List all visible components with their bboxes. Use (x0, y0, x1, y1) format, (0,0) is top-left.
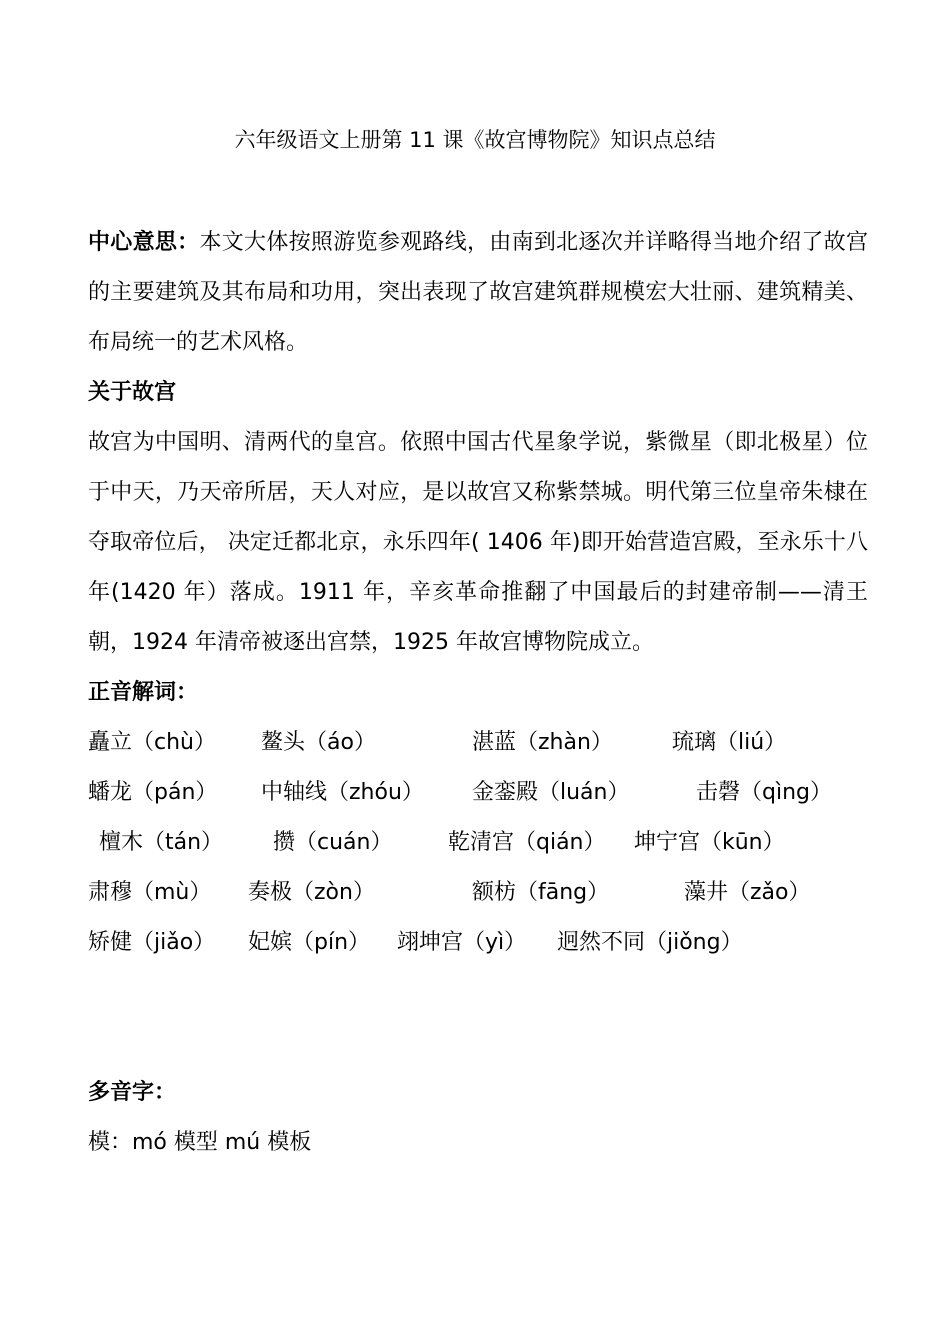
vocab-item: 坤宁宫（kūn） (634, 830, 785, 855)
main-idea-label: 中心意思： (88, 230, 200, 255)
vocab-item: 琉璃（liú） (672, 730, 787, 755)
vocab-item: 中轴线（zhóu） (261, 780, 424, 805)
about-paragraph: 故宫为中国明、清两代的皇宫。依照中国古代星象学说，紫微星（即北极星）位于中天，乃天帝所居，天人对应，是以故宫又称紫禁城。明代第三位皇帝朱棣在夺取帝位后， 决定迁都北京，永乐四年( 1406 年)即开始营造宫殿，至永乐十八年(1420 年）落成。1911 年，辛亥革命推翻了中国最后的封建帝制——清王朝，1924 年清帝被逐出宫禁，1925 年故宫博物院成立。 (88, 430, 868, 655)
main-idea-text: 本文大体按照游览参观路线，由南到北逐次并详略得当地介绍了故宫的主要建筑及其布局和功用，突出表现了故宫建筑群规模宏大壮丽、建筑精美、布局统一的艺术风格。 (88, 230, 868, 355)
vocab-item: 乾清宫（qián） (448, 830, 606, 855)
vocab-item: 奏极（zòn） (248, 880, 375, 905)
vocab-item: 矫健（jiǎo） (88, 930, 216, 955)
vocab-row-3 (88, 818, 868, 868)
vocab-item: 额枋（fāng） (472, 880, 610, 905)
vocab-item: 鳌头（áo） (261, 730, 376, 755)
section-spacer (88, 968, 868, 1068)
vocab-item: 矗立（chù） (88, 730, 216, 755)
vocab-row-5 (88, 918, 868, 968)
vocab-item: 肃穆（mù） (88, 880, 212, 905)
pronunciation-heading: 正音解词： (88, 680, 199, 705)
vocab-item: 击磬（qìng） (696, 780, 832, 805)
vocab-item: 金銮殿（luán） (472, 780, 630, 805)
vocab-item: 攒（cuán） (273, 830, 393, 855)
vocab-row-4 (88, 868, 868, 918)
vocab-item: 湛蓝（zhàn） (472, 730, 613, 755)
vocab-item: 檀木（tán） (99, 830, 224, 855)
about-heading: 关于故宫 (88, 380, 177, 405)
document-body (88, 218, 868, 1168)
main-idea-paragraph (88, 218, 868, 368)
vocab-row-2 (88, 768, 868, 818)
polyphonic-line: 模：mó 模型 mú 模板 (88, 1130, 312, 1155)
document-title: 六年级语文上册第 11 课《故宫博物院》知识点总结 (234, 128, 716, 152)
vocab-row-1 (88, 718, 868, 768)
vocab-item: 藻井（zǎo） (684, 880, 811, 905)
vocab-item: 蟠龙（pán） (88, 780, 218, 805)
pronunciation-list (88, 718, 868, 968)
vocab-item: 妃嫔（pín） (248, 930, 371, 955)
polyphonic-heading: 多音字： (88, 1080, 177, 1105)
vocab-item: 迥然不同（jiǒng） (557, 930, 743, 955)
vocab-item: 翊坤宫（yì） (397, 930, 527, 955)
